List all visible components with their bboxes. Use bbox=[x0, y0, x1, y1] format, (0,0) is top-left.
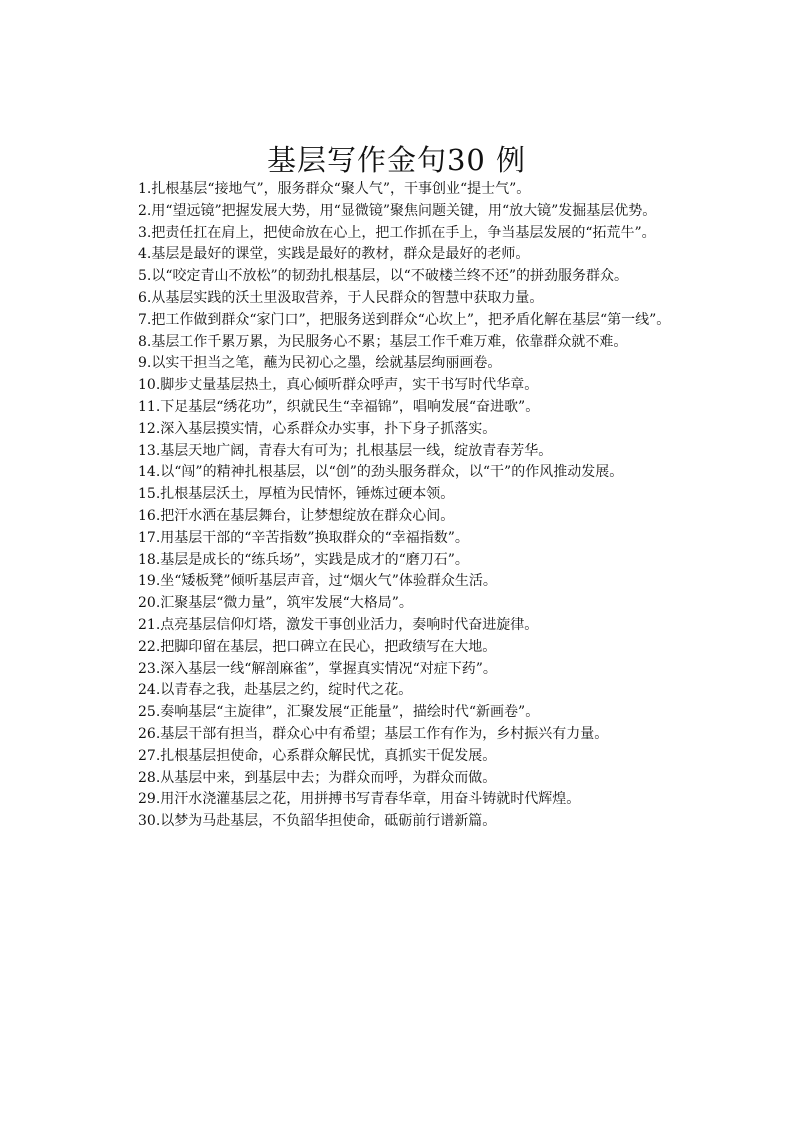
quote-item: 16.把汗水洒在基层舞台，让梦想绽放在群众心间。 bbox=[138, 507, 455, 524]
quote-item: 9.以实干担当之笔，蘸为民初心之墨，绘就基层绚丽画卷。 bbox=[138, 355, 502, 372]
document-title: 基层写作金句30 例 bbox=[266, 143, 527, 177]
quote-item: 13.基层天地广阔，青春大有可为；扎根基层一线，绽放青春芳华。 bbox=[138, 442, 553, 459]
quote-item: 18.基层是成长的“练兵场”，实践是成才的“磨刀石”。 bbox=[138, 551, 469, 568]
quote-item: 2.用“望远镜”把握发展大势，用“显微镜”聚焦问题关键，用“放大镜”发掘基层优势。 bbox=[138, 202, 657, 219]
quote-item: 27.扎根基层担使命，心系群众解民忧，真抓实干促发展。 bbox=[138, 747, 497, 764]
quote-item: 11.下足基层“绣花功”，织就民生“幸福锦”，唱响发展“奋进歌”。 bbox=[138, 398, 540, 415]
quote-item: 22.把脚印留在基层，把口碑立在民心，把政绩写在大地。 bbox=[138, 638, 497, 655]
quote-item: 6.从基层实践的沃土里汲取营养，于人民群众的智慧中获取力量。 bbox=[138, 289, 544, 306]
quote-item: 23.深入基层一线“解剖麻雀”，掌握真实情况“对症下药”。 bbox=[138, 660, 497, 677]
quote-item: 1.扎根基层“接地气”，服务群众“聚人气”，干事创业“提士气”。 bbox=[138, 181, 531, 197]
quote-item: 12.深入基层摸实情，心系群众办实事，扑下身子抓落实。 bbox=[138, 420, 497, 437]
quote-item: 7.把工作做到群众“家门口”，把服务送到群众“心坎上”，把矛盾化解在基层“第一线”。 bbox=[138, 311, 671, 328]
quote-item: 30.以梦为马赴基层，不负韶华担使命，砥砺前行谱新篇。 bbox=[138, 813, 497, 830]
quote-item: 17.用基层干部的“辛苦指数”换取群众的“幸福指数”。 bbox=[138, 529, 469, 546]
quote-item: 10.脚步丈量基层热土，真心倾听群众呼声，实干书写时代华章。 bbox=[138, 377, 539, 394]
quote-item: 21.点亮基层信仰灯塔，激发干事创业活力，奏响时代奋进旋律。 bbox=[138, 616, 539, 633]
quote-item: 20.汇聚基层“微力量”，筑牢发展“大格局”。 bbox=[138, 595, 413, 612]
quote-item: 24.以青春之我，赴基层之约，绽时代之花。 bbox=[138, 682, 413, 699]
quote-item: 14.以“闯”的精神扎根基层，以“创”的劲头服务群众，以“干”的作风推动发展。 bbox=[138, 464, 624, 481]
quote-item: 25.奏响基层“主旋律”，汇聚发展“正能量”，描绘时代“新画卷”。 bbox=[138, 704, 540, 721]
quote-list bbox=[110, 179, 700, 833]
quote-item: 8.基层工作千累万累，为民服务心不累；基层工作千难万难，依靠群众就不难。 bbox=[138, 333, 628, 350]
quote-item: 4.基层是最好的课堂，实践是最好的教材，群众是最好的老师。 bbox=[138, 246, 530, 263]
quote-item: 28.从基层中来，到基层中去；为群众而呼，为群众而做。 bbox=[138, 769, 497, 786]
quote-item: 29.用汗水浇灌基层之花，用拼搏书写青春华章，用奋斗铸就时代辉煌。 bbox=[138, 791, 581, 808]
quote-item: 26.基层干部有担当，群众心中有希望；基层工作有作为，乡村振兴有力量。 bbox=[138, 725, 609, 742]
quote-item: 3.把责任扛在肩上，把使命放在心上，把工作抓在手上，争当基层发展的“拓荒牛”。 bbox=[138, 224, 656, 241]
quote-item: 5.以“咬定青山不放松”的韧劲扎根基层，以“不破楼兰终不还”的拼劲服务群众。 bbox=[138, 268, 628, 285]
quote-item: 19.坐“矮板凳”倾听基层声音，过“烟火气”体验群众生活。 bbox=[138, 573, 497, 590]
quote-item: 15.扎根基层沃土，厚植为民情怀，锤炼过硬本领。 bbox=[138, 486, 455, 503]
